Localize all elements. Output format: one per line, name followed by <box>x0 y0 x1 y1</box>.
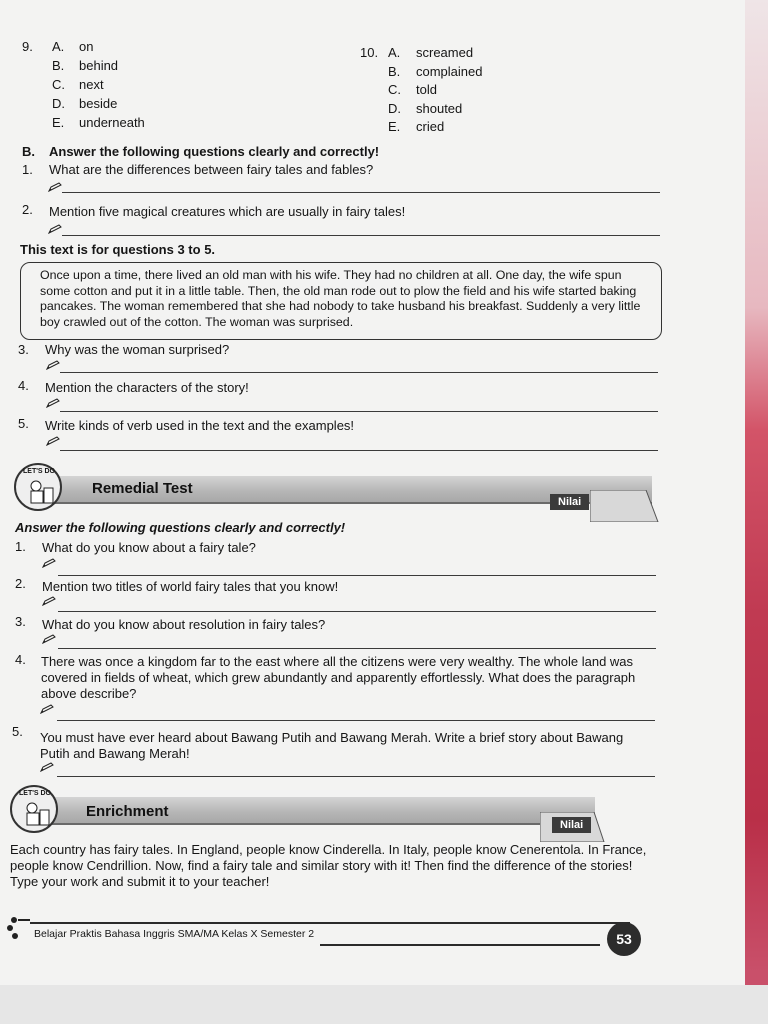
answer-line[interactable] <box>58 611 656 612</box>
page-number: 53 <box>607 922 641 956</box>
q9-option-text: underneath <box>79 115 145 130</box>
question-number: 3. <box>18 342 29 357</box>
q10-option-letter: D. <box>388 101 401 116</box>
q10-option-text: told <box>416 82 437 97</box>
answer-line[interactable] <box>58 648 656 649</box>
question-text: Write kinds of verb used in the text and the examples! <box>45 418 355 433</box>
section-b-heading: Answer the following questions clearly and correctly! <box>49 144 380 159</box>
q10-number: 10. <box>360 45 379 60</box>
enrichment-title: Enrichment <box>86 803 169 820</box>
q10-option-text: screamed <box>416 45 474 60</box>
question-number: 1. <box>22 162 33 177</box>
answer-line[interactable] <box>60 411 658 412</box>
question-text: You must have ever heard about Bawang Putih and Bawang Merah. Write a brief story about Bawang Putih and Bawang Merah! <box>40 730 624 761</box>
question-text: Mention five magical creatures which are usually in fairy tales! <box>49 204 406 219</box>
q9-option-letter: B. <box>52 58 65 73</box>
footer-rule-lower <box>320 944 600 946</box>
question-text: What are the differences between fairy tales and fables? <box>49 162 374 177</box>
answer-line[interactable] <box>62 235 660 236</box>
question-number: 2. <box>15 576 26 591</box>
question-number: 3. <box>15 614 26 629</box>
question-number: 2. <box>22 202 33 217</box>
q10-option-letter: C. <box>388 82 401 97</box>
nilai-label: Nilai <box>550 494 589 510</box>
answer-line[interactable] <box>60 450 658 451</box>
section-b-letter: B. <box>22 144 35 159</box>
logo-text: LET'S DO <box>19 790 51 797</box>
nilai-tab <box>590 490 660 522</box>
question-number: 4. <box>15 652 26 667</box>
q10-option-text: cried <box>416 119 445 134</box>
q9-option-text: behind <box>79 58 119 73</box>
footer-rule <box>30 922 630 924</box>
question-text: What do you know about resolution in fairy tales? <box>42 617 326 632</box>
pencil-icon <box>42 596 56 606</box>
q10-option-letter: E. <box>388 119 401 134</box>
q10-option-letter: A. <box>388 45 401 60</box>
pencil-icon <box>48 182 62 192</box>
question-text: There was once a kingdom far to the east where all the citizens were very wealthy. The whole land was covered in fields of wheat, which grew abundantly and apparently effortlessly. What does the paragraph above describe? <box>41 654 636 701</box>
q9-option-text: on <box>79 39 94 54</box>
question-text: Why was the woman surprised? <box>45 342 230 357</box>
question-text: What do you know about a fairy tale? <box>42 540 256 555</box>
answer-line[interactable] <box>57 776 655 777</box>
pencil-icon <box>46 398 60 408</box>
q9-option-letter: E. <box>52 115 65 130</box>
footer-ornament-icon <box>6 914 32 942</box>
person-icon <box>18 800 52 830</box>
pencil-icon <box>46 360 60 370</box>
person-icon <box>22 478 56 508</box>
answer-line[interactable] <box>58 575 656 576</box>
answer-line[interactable] <box>60 372 658 373</box>
text-note: This text is for questions 3 to 5. <box>20 242 216 257</box>
q9-option-text: beside <box>79 96 118 111</box>
question-number: 5. <box>12 724 23 739</box>
question-number: 5. <box>18 416 29 431</box>
footer-text: Belajar Praktis Bahasa Inggris SMA/MA Kelas X Semester 2 <box>34 928 315 940</box>
q10-option-text: complained <box>416 64 483 79</box>
q9-option-letter: C. <box>52 77 65 92</box>
remedial-heading: Answer the following questions clearly and correctly! <box>15 520 346 535</box>
logo-text: LET'S DO <box>23 468 55 475</box>
answer-line[interactable] <box>57 720 655 721</box>
story-text: Once upon a time, there lived an old man with his wife. They had no children at all. One day, the wife spun some cotton and put it in a little table. Then, the old man rode out to plow the field and his wife started baking pancakes. The woman remembered that she had nobody to take husband his breakfast. Suddenly a very little boy crawled out of the cotton. The woman was surprised. <box>40 268 641 329</box>
answer-line[interactable] <box>62 192 660 193</box>
question-text: Mention two titles of world fairy tales that you know! <box>42 579 339 594</box>
pencil-icon <box>40 762 54 772</box>
q9-option-text: next <box>79 77 104 92</box>
question-text: Mention the characters of the story! <box>45 380 249 395</box>
scan-margin <box>0 985 768 1024</box>
q10-option-letter: B. <box>388 64 401 79</box>
q9-number: 9. <box>22 39 33 54</box>
pencil-icon <box>48 224 62 234</box>
pencil-icon <box>40 704 54 714</box>
remedial-title: Remedial Test <box>92 480 193 497</box>
pencil-icon <box>46 436 60 446</box>
enrichment-text: Each country has fairy tales. In England, people know Cinderella. In Italy, people know Cenerentola. In France, people know Cendrillion. Now, find a fairy tale and similar story with it! Then find the difference of the stories! Type your work and submit it to your teacher! <box>10 842 647 889</box>
question-number: 4. <box>18 378 29 393</box>
q9-option-letter: D. <box>52 96 65 111</box>
question-number: 1. <box>15 539 26 554</box>
pencil-icon <box>42 634 56 644</box>
q9-option-letter: A. <box>52 39 65 54</box>
nilai-label: Nilai <box>552 817 591 833</box>
pencil-icon <box>42 558 56 568</box>
q10-option-text: shouted <box>416 101 463 116</box>
book-edge <box>745 0 768 1024</box>
